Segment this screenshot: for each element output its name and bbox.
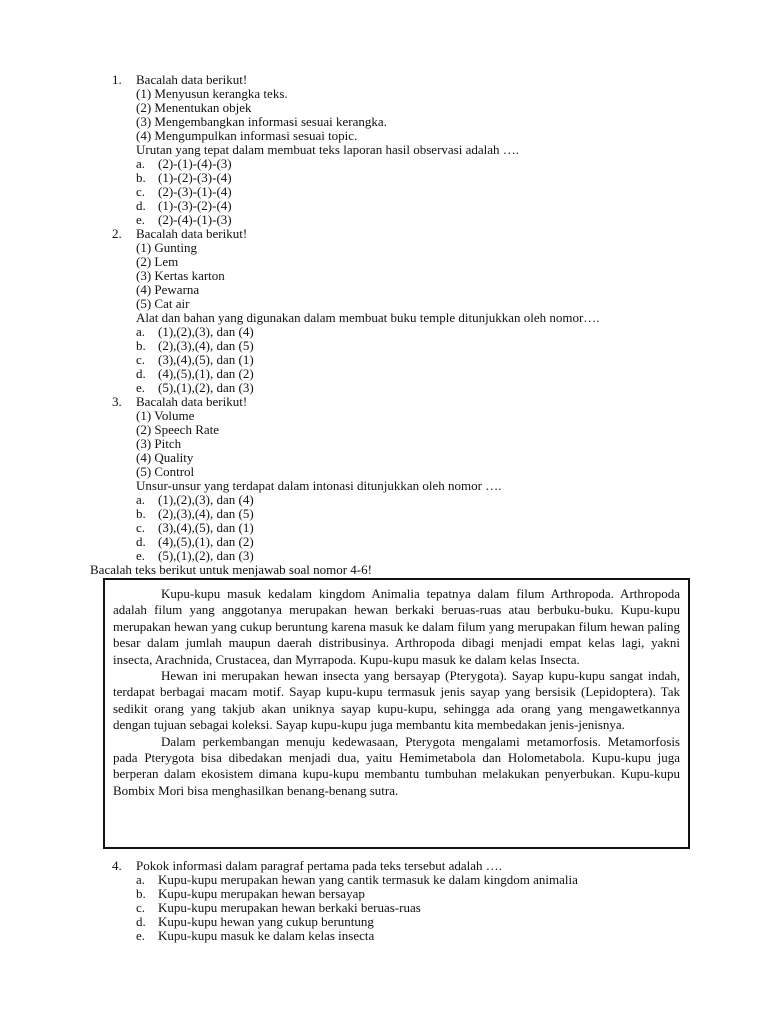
option-label: e. bbox=[136, 380, 146, 395]
answer-option bbox=[112, 171, 712, 185]
option-text: Kupu-kupu masuk ke dalam kelas insecta bbox=[158, 928, 375, 943]
option-label: a. bbox=[136, 156, 146, 171]
option-text: (3),(4),(5), dan (1) bbox=[158, 520, 254, 535]
option-label: c. bbox=[136, 520, 146, 535]
option-label: e. bbox=[136, 548, 146, 563]
answer-option bbox=[112, 549, 712, 563]
option-text: (2)-(4)-(1)-(3) bbox=[158, 212, 232, 227]
option-label: d. bbox=[136, 534, 146, 549]
answer-option bbox=[112, 199, 712, 213]
option-label: c. bbox=[136, 352, 146, 367]
data-item: (3) Mengembangkan informasi sesuai kerangka. bbox=[136, 114, 387, 129]
paragraph-text: Dalam perkembangan menuju kedewasaan, Pterygota mengalami metamorfosis. Metamorfosis pada Pterygota bisa dibedakan menjadi dua, yaitu Hemimetabola dan Holometabola. Kupu-kupu juga berperan dalam ekosistem dimana kupu-kupu membantu tumbuhan melakukan penyerbukan. Kupu-kupu Bombix Mori bisa menghasilkan benang-benang sutra. bbox=[113, 733, 680, 798]
answer-option bbox=[112, 915, 712, 929]
option-text: (3),(4),(5), dan (1) bbox=[158, 352, 254, 367]
question-stem: Unsur-unsur yang terdapat dalam intonasi ditunjukkan oleh nomor …. bbox=[136, 478, 502, 493]
option-label: a. bbox=[136, 872, 146, 887]
option-text: (2),(3),(4), dan (5) bbox=[158, 506, 254, 521]
option-text: Kupu-kupu merupakan hewan berkaki beruas-ruas bbox=[158, 900, 421, 915]
answer-option bbox=[112, 929, 712, 943]
option-label: c. bbox=[136, 900, 146, 915]
option-label: d. bbox=[136, 198, 146, 213]
reading-instruction: Bacalah teks berikut untuk menjawab soal nomor 4-6! bbox=[90, 562, 372, 577]
answer-option bbox=[112, 873, 712, 887]
option-text: (1),(2),(3), dan (4) bbox=[158, 324, 254, 339]
question-1 bbox=[112, 73, 712, 227]
option-label: b. bbox=[136, 506, 146, 521]
answer-option bbox=[112, 887, 712, 901]
question-number: 4. bbox=[112, 858, 122, 873]
answer-option bbox=[112, 185, 712, 199]
option-text: Kupu-kupu merupakan hewan bersayap bbox=[158, 886, 365, 901]
option-label: d. bbox=[136, 914, 146, 929]
option-label: e. bbox=[136, 212, 146, 227]
option-text: Kupu-kupu merupakan hewan yang cantik termasuk ke dalam kingdom animalia bbox=[158, 872, 578, 887]
option-label: b. bbox=[136, 170, 146, 185]
question-stem: Alat dan bahan yang digunakan dalam membuat buku temple ditunjukkan oleh nomor…. bbox=[136, 310, 600, 325]
data-item: (1) Volume bbox=[136, 408, 195, 423]
question-2 bbox=[112, 227, 712, 395]
question-instruction: Bacalah data berikut! bbox=[136, 72, 248, 87]
answer-option bbox=[112, 353, 712, 367]
answer-option bbox=[112, 381, 712, 395]
answer-option bbox=[112, 339, 712, 353]
answer-option bbox=[112, 157, 712, 171]
data-item: (4) Pewarna bbox=[136, 282, 200, 297]
option-text: (2)-(3)-(1)-(4) bbox=[158, 184, 232, 199]
data-item: (5) Control bbox=[136, 464, 195, 479]
option-text: (5),(1),(2), dan (3) bbox=[158, 548, 254, 563]
option-label: b. bbox=[136, 338, 146, 353]
option-label: d. bbox=[136, 366, 146, 381]
question-number: 3. bbox=[112, 394, 122, 409]
question-instruction: Bacalah data berikut! bbox=[136, 394, 248, 409]
question-4 bbox=[112, 859, 712, 943]
data-item: (2) Speech Rate bbox=[136, 422, 220, 437]
answer-option bbox=[112, 325, 712, 339]
data-item: (1) Gunting bbox=[136, 240, 198, 255]
question-number: 2. bbox=[112, 226, 122, 241]
data-item: (3) Pitch bbox=[136, 436, 182, 451]
option-text: (2),(3),(4), dan (5) bbox=[158, 338, 254, 353]
question-number: 1. bbox=[112, 72, 122, 87]
answer-option bbox=[112, 535, 712, 549]
data-item: (1) Menyusun kerangka teks. bbox=[136, 86, 288, 101]
data-item: (3) Kertas karton bbox=[136, 268, 225, 283]
reading-passage-box bbox=[103, 578, 690, 849]
answer-option bbox=[112, 493, 712, 507]
passage-paragraph-3 bbox=[113, 734, 680, 800]
option-label: b. bbox=[136, 886, 146, 901]
option-label: c. bbox=[136, 184, 146, 199]
answer-option bbox=[112, 367, 712, 381]
option-text: (4),(5),(1), dan (2) bbox=[158, 366, 254, 381]
answer-option bbox=[112, 521, 712, 535]
data-item: (4) Mengumpulkan informasi sesuai topic. bbox=[136, 128, 358, 143]
question-3 bbox=[112, 395, 712, 563]
option-label: a. bbox=[136, 324, 146, 339]
option-text: (1)-(2)-(3)-(4) bbox=[158, 170, 232, 185]
answer-option bbox=[112, 507, 712, 521]
data-item: (2) Menentukan objek bbox=[136, 100, 252, 115]
data-item: (5) Cat air bbox=[136, 296, 190, 311]
passage-paragraph-2 bbox=[113, 668, 680, 734]
option-text: (2)-(1)-(4)-(3) bbox=[158, 156, 232, 171]
passage-paragraph-1 bbox=[113, 586, 680, 668]
question-instruction: Bacalah data berikut! bbox=[136, 226, 248, 241]
paragraph-text: Hewan ini merupakan hewan insecta yang bersayap (Pterygota). Sayap kupu-kupu sangat indah, terdapat berbagai macam motif. Sayap kupu-kupu termasuk jenis sayap yang bersisik (Lepidoptera). Tak sedikit orang yang takjub akan uniknya sayap kupu-kupu, sehingga ada orang yang mengawetkannya dengan tujuan sebagai koleksi. Sayap kupu-kupu juga membantu kita membedakan jenis-jenisnya. bbox=[113, 668, 680, 733]
data-item: (4) Quality bbox=[136, 450, 194, 465]
question-stem: Pokok informasi dalam paragraf pertama pada teks tersebut adalah …. bbox=[136, 858, 503, 873]
option-text: Kupu-kupu hewan yang cukup beruntung bbox=[158, 914, 374, 929]
option-text: (1),(2),(3), dan (4) bbox=[158, 492, 254, 507]
option-text: (4),(5),(1), dan (2) bbox=[158, 534, 254, 549]
data-item: (2) Lem bbox=[136, 254, 179, 269]
answer-option bbox=[112, 901, 712, 915]
option-label: a. bbox=[136, 492, 146, 507]
answer-option bbox=[112, 213, 712, 227]
option-text: (1)-(3)-(2)-(4) bbox=[158, 198, 232, 213]
option-label: e. bbox=[136, 928, 146, 943]
option-text: (5),(1),(2), dan (3) bbox=[158, 380, 254, 395]
paragraph-text: Kupu-kupu masuk kedalam kingdom Animalia tepatnya dalam filum Arthropoda. Arthropoda adalah filum yang anggotanya merupakan hewan berkaki beruas-ruas atau berbuku-buku. Kupu-kupu merupakan hewan yang cukup beruntung karena masuk ke dalam filum yang merupakan filum hewan paling besar dalam jumlah maupun daerah distribusinya. Arthropoda dibagi menjadi empat kelas lagi, yakni insecta, Arachnida, Crustacea, dan Myrrapoda. Kupu-kupu masuk ke dalam kelas Insecta. bbox=[113, 586, 680, 667]
question-stem: Urutan yang tepat dalam membuat teks laporan hasil observasi adalah …. bbox=[136, 142, 520, 157]
